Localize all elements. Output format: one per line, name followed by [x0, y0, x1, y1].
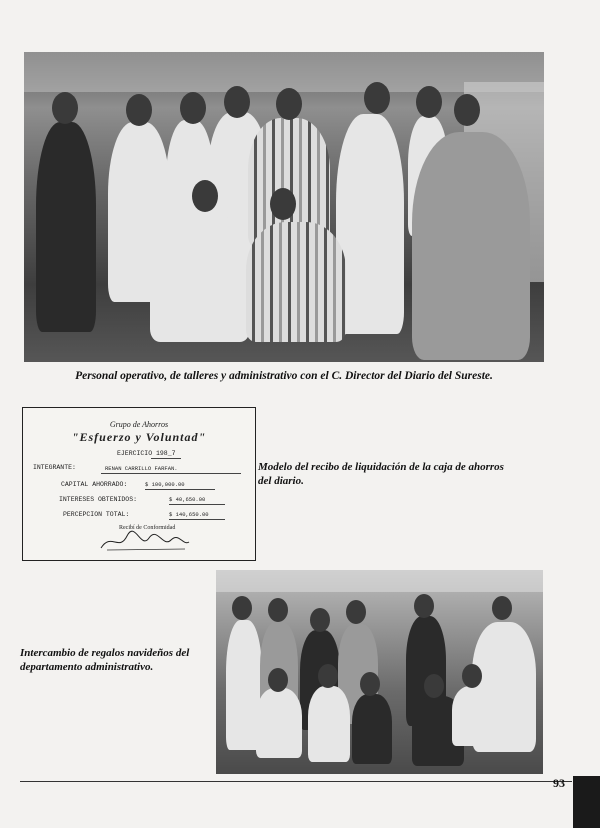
- person-head: [424, 674, 444, 698]
- receipt-intereses-label: INTERESES OBTENIDOS:: [59, 496, 138, 503]
- receipt-capital-value: $ 100,000.00: [145, 481, 185, 488]
- page-number: 93: [553, 776, 565, 790]
- person-head: [414, 594, 434, 618]
- person-head: [310, 608, 330, 632]
- signature-scribble: [97, 526, 193, 554]
- person: [452, 686, 496, 746]
- person-head: [276, 88, 302, 120]
- person-head: [126, 94, 152, 126]
- person: [36, 122, 96, 332]
- person-head: [180, 92, 206, 124]
- receipt-intereses-value: $ 40,650.00: [169, 496, 206, 503]
- group-photo-christmas: [216, 570, 543, 774]
- caption-receipt: Modelo del recibo de liquidación de la caja de ahorros del diario.: [258, 461, 504, 487]
- group-photo-staff: [24, 52, 544, 362]
- person-head: [318, 664, 338, 688]
- caption-christmas-photo: Intercambio de regalos navideños del departamento administrativo.: [20, 647, 190, 673]
- receipt-conformidad: Recibí de Conformidad: [119, 525, 176, 531]
- page-edge-tab: [573, 776, 600, 828]
- footer-rule: [20, 781, 572, 782]
- person: [352, 694, 392, 764]
- person: [150, 212, 250, 342]
- savings-receipt: [22, 407, 256, 561]
- person-head: [364, 82, 390, 114]
- person-head: [268, 668, 288, 692]
- person: [412, 132, 530, 360]
- receipt-capital-label: CAPITAL AHORRADO:: [61, 481, 128, 488]
- person: [246, 222, 346, 342]
- person: [308, 686, 350, 762]
- receipt-integrante-value: RENAN CARRILLO FARFAN.: [105, 465, 178, 472]
- person-head: [232, 596, 252, 620]
- underline: [169, 519, 225, 520]
- person-head: [416, 86, 442, 118]
- person-head: [346, 600, 366, 624]
- receipt-group-title: Grupo de Ahorros: [109, 420, 169, 429]
- person: [256, 688, 302, 758]
- ceiling: [216, 570, 543, 592]
- person-head: [52, 92, 78, 124]
- underline: [101, 473, 241, 474]
- receipt-percepcion-label: PERCEPCION TOTAL:: [63, 511, 130, 518]
- person-head: [454, 94, 480, 126]
- underline: [169, 504, 225, 505]
- receipt-ejercicio: EJERCICIO 198_7: [117, 450, 176, 457]
- underline: [145, 489, 215, 490]
- person-head: [268, 598, 288, 622]
- receipt-percepcion-value: $ 140,650.00: [169, 511, 209, 518]
- receipt-integrante-label: INTEGRANTE:: [33, 464, 76, 471]
- person-head: [360, 672, 380, 696]
- person-head: [270, 188, 296, 220]
- person-head: [462, 664, 482, 688]
- person-head: [492, 596, 512, 620]
- caption-staff-photo: Personal operativo, de talleres y administrativo con el C. Director del Diario del Sureste.: [75, 370, 493, 382]
- person: [336, 114, 404, 334]
- person-head: [224, 86, 250, 118]
- receipt-group-name: "Esfuerzo y Voluntad": [71, 430, 207, 444]
- underline: [151, 458, 181, 459]
- person-head: [192, 180, 218, 212]
